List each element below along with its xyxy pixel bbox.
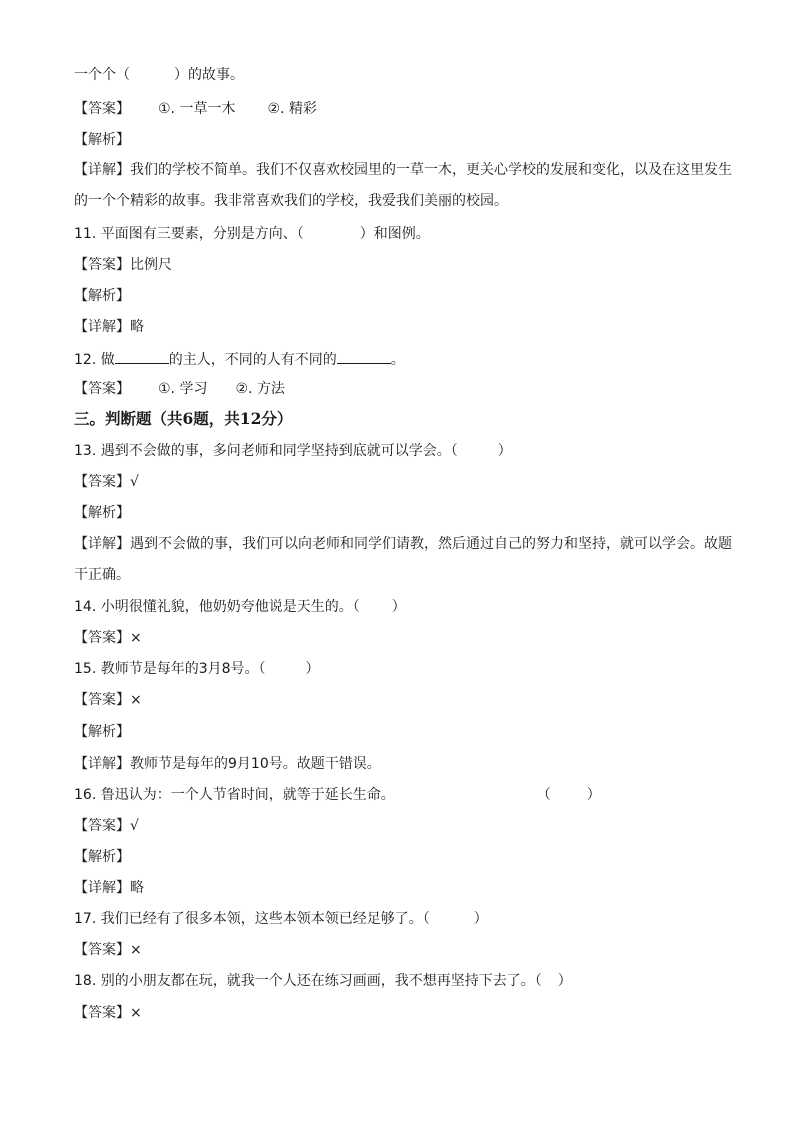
- stem-part-a: 12. 做: [74, 352, 115, 368]
- stem-suffix: ）: [586, 787, 601, 803]
- stem-prefix: 13. 遇到不会做的事，多问老师和同学坚持到底就可以学会。（: [74, 443, 458, 459]
- answer-tag: 【答案】: [74, 692, 130, 708]
- stem-prefix: 16. 鲁迅认为：一个人节省时间，就等于延长生命。: [74, 787, 395, 803]
- option-2-number: ②.: [235, 381, 253, 397]
- detail-tag: 【详解】: [74, 756, 130, 772]
- detail-tag: 【详解】: [74, 162, 130, 178]
- answer-tag: 【答案】: [74, 257, 130, 273]
- question-15-analysis: [74, 723, 130, 741]
- question-16-detail: [74, 879, 144, 897]
- question-13-detail: [74, 529, 734, 591]
- option-1-text: 学习: [179, 381, 208, 397]
- question-11-analysis: [74, 287, 130, 305]
- answer-text: √: [130, 818, 139, 834]
- stem-part-c: 。: [390, 352, 405, 368]
- stem-prefix: 11. 平面图有三要素，分别是方向、（: [74, 226, 304, 242]
- section-heading: 三。判断题（共6题，共12分）: [74, 409, 293, 428]
- question-14-stem: [74, 598, 406, 616]
- stem-part-b: 的主人，不同的人有不同的: [168, 352, 337, 368]
- answer-tag: 【答案】: [74, 942, 130, 958]
- stem-suffix: ）: [473, 911, 488, 927]
- detail-text: 教师节是每年的9月10号。故题干错误。: [130, 756, 381, 772]
- question-16-analysis: [74, 848, 130, 866]
- question-12-answer: [74, 380, 285, 398]
- question-15-detail: [74, 755, 381, 773]
- question-17-answer: [74, 941, 142, 959]
- stem-prefix: 18. 别的小朋友都在玩，就我一个人还在练习画画，我不想再坚持下去了。（: [74, 973, 542, 989]
- question-16-answer: [74, 817, 139, 835]
- question-15-stem: [74, 660, 320, 678]
- detail-text: 略: [130, 319, 144, 335]
- answer-text: ×: [130, 692, 142, 708]
- stem-prefix: 17. 我们已经有了很多本领，这些本领本领已经足够了。（: [74, 911, 430, 927]
- option-1-number: ①.: [158, 101, 176, 117]
- stem-suffix: ）: [391, 599, 406, 615]
- analysis-tag: 【解析】: [74, 849, 130, 865]
- analysis-tag: 【解析】: [74, 505, 130, 521]
- detail-tag: 【详解】: [74, 536, 130, 552]
- answer-text: 比例尺: [130, 257, 172, 273]
- option-2-text: 精彩: [288, 101, 317, 117]
- question-10-detail: [74, 155, 734, 217]
- detail-tag: 【详解】: [74, 319, 130, 335]
- answer-tag: 【答案】: [74, 474, 130, 490]
- answer-blank: [337, 349, 391, 364]
- stem-paren-open: （: [536, 787, 551, 803]
- question-11-detail: [74, 318, 144, 336]
- answer-text: ×: [130, 942, 142, 958]
- stem-prefix: 14. 小明很懂礼貌，他奶奶夸他说是天生的。（: [74, 599, 360, 615]
- question-11-answer: [74, 256, 172, 274]
- question-13-stem: [74, 442, 512, 460]
- answer-blank: [115, 349, 169, 364]
- analysis-tag: 【解析】: [74, 132, 130, 148]
- question-16-stem: [74, 786, 601, 804]
- stem-suffix: ）和图例。: [359, 226, 430, 242]
- option-2-text: 方法: [256, 381, 285, 397]
- answer-tag: 【答案】: [74, 630, 130, 646]
- question-13-answer: [74, 473, 139, 491]
- question-12-stem: [74, 349, 405, 369]
- answer-tag: 【答案】: [74, 101, 130, 117]
- question-10-stem-tail: [74, 66, 244, 84]
- question-14-answer: [74, 629, 142, 647]
- analysis-tag: 【解析】: [74, 724, 130, 740]
- option-2-number: ②.: [267, 101, 285, 117]
- question-13-analysis: [74, 504, 130, 522]
- detail-text: 我们的学校不简单。我们不仅喜欢校园里的一草一木，更关心学校的发展和变化，以及在这里发生的一个个精彩的故事。我非常喜欢我们的学校，我爱我们美丽的校园。: [74, 162, 732, 209]
- question-18-answer: [74, 1004, 142, 1022]
- stem-suffix: ）: [557, 973, 572, 989]
- question-11-stem: [74, 225, 430, 243]
- detail-text: 略: [130, 880, 144, 896]
- answer-text: ×: [130, 1005, 142, 1021]
- answer-tag: 【答案】: [74, 1005, 130, 1021]
- answer-tag: 【答案】: [74, 818, 130, 834]
- question-18-stem: [74, 972, 572, 990]
- question-10-analysis: [74, 131, 130, 149]
- stem-prefix: 15. 教师节是每年的3月8号。（: [74, 661, 266, 677]
- analysis-tag: 【解析】: [74, 288, 130, 304]
- answer-text: ×: [130, 630, 142, 646]
- question-15-answer: [74, 691, 142, 709]
- answer-tag: 【答案】: [74, 381, 130, 397]
- option-1-number: ①.: [158, 381, 176, 397]
- stem-prefix: 一个个（: [74, 67, 130, 83]
- option-1-text: 一草一木: [179, 101, 236, 117]
- stem-suffix: ）: [497, 443, 512, 459]
- stem-suffix: ）: [305, 661, 320, 677]
- question-17-stem: [74, 910, 488, 928]
- detail-text: 遇到不会做的事，我们可以向老师和同学们请教，然后通过自己的努力和坚持，就可以学会。故题干正确。: [74, 536, 732, 583]
- detail-tag: 【详解】: [74, 880, 130, 896]
- answer-text: √: [130, 474, 139, 490]
- stem-suffix: ）的故事。: [174, 67, 244, 83]
- question-10-answer: [74, 100, 317, 118]
